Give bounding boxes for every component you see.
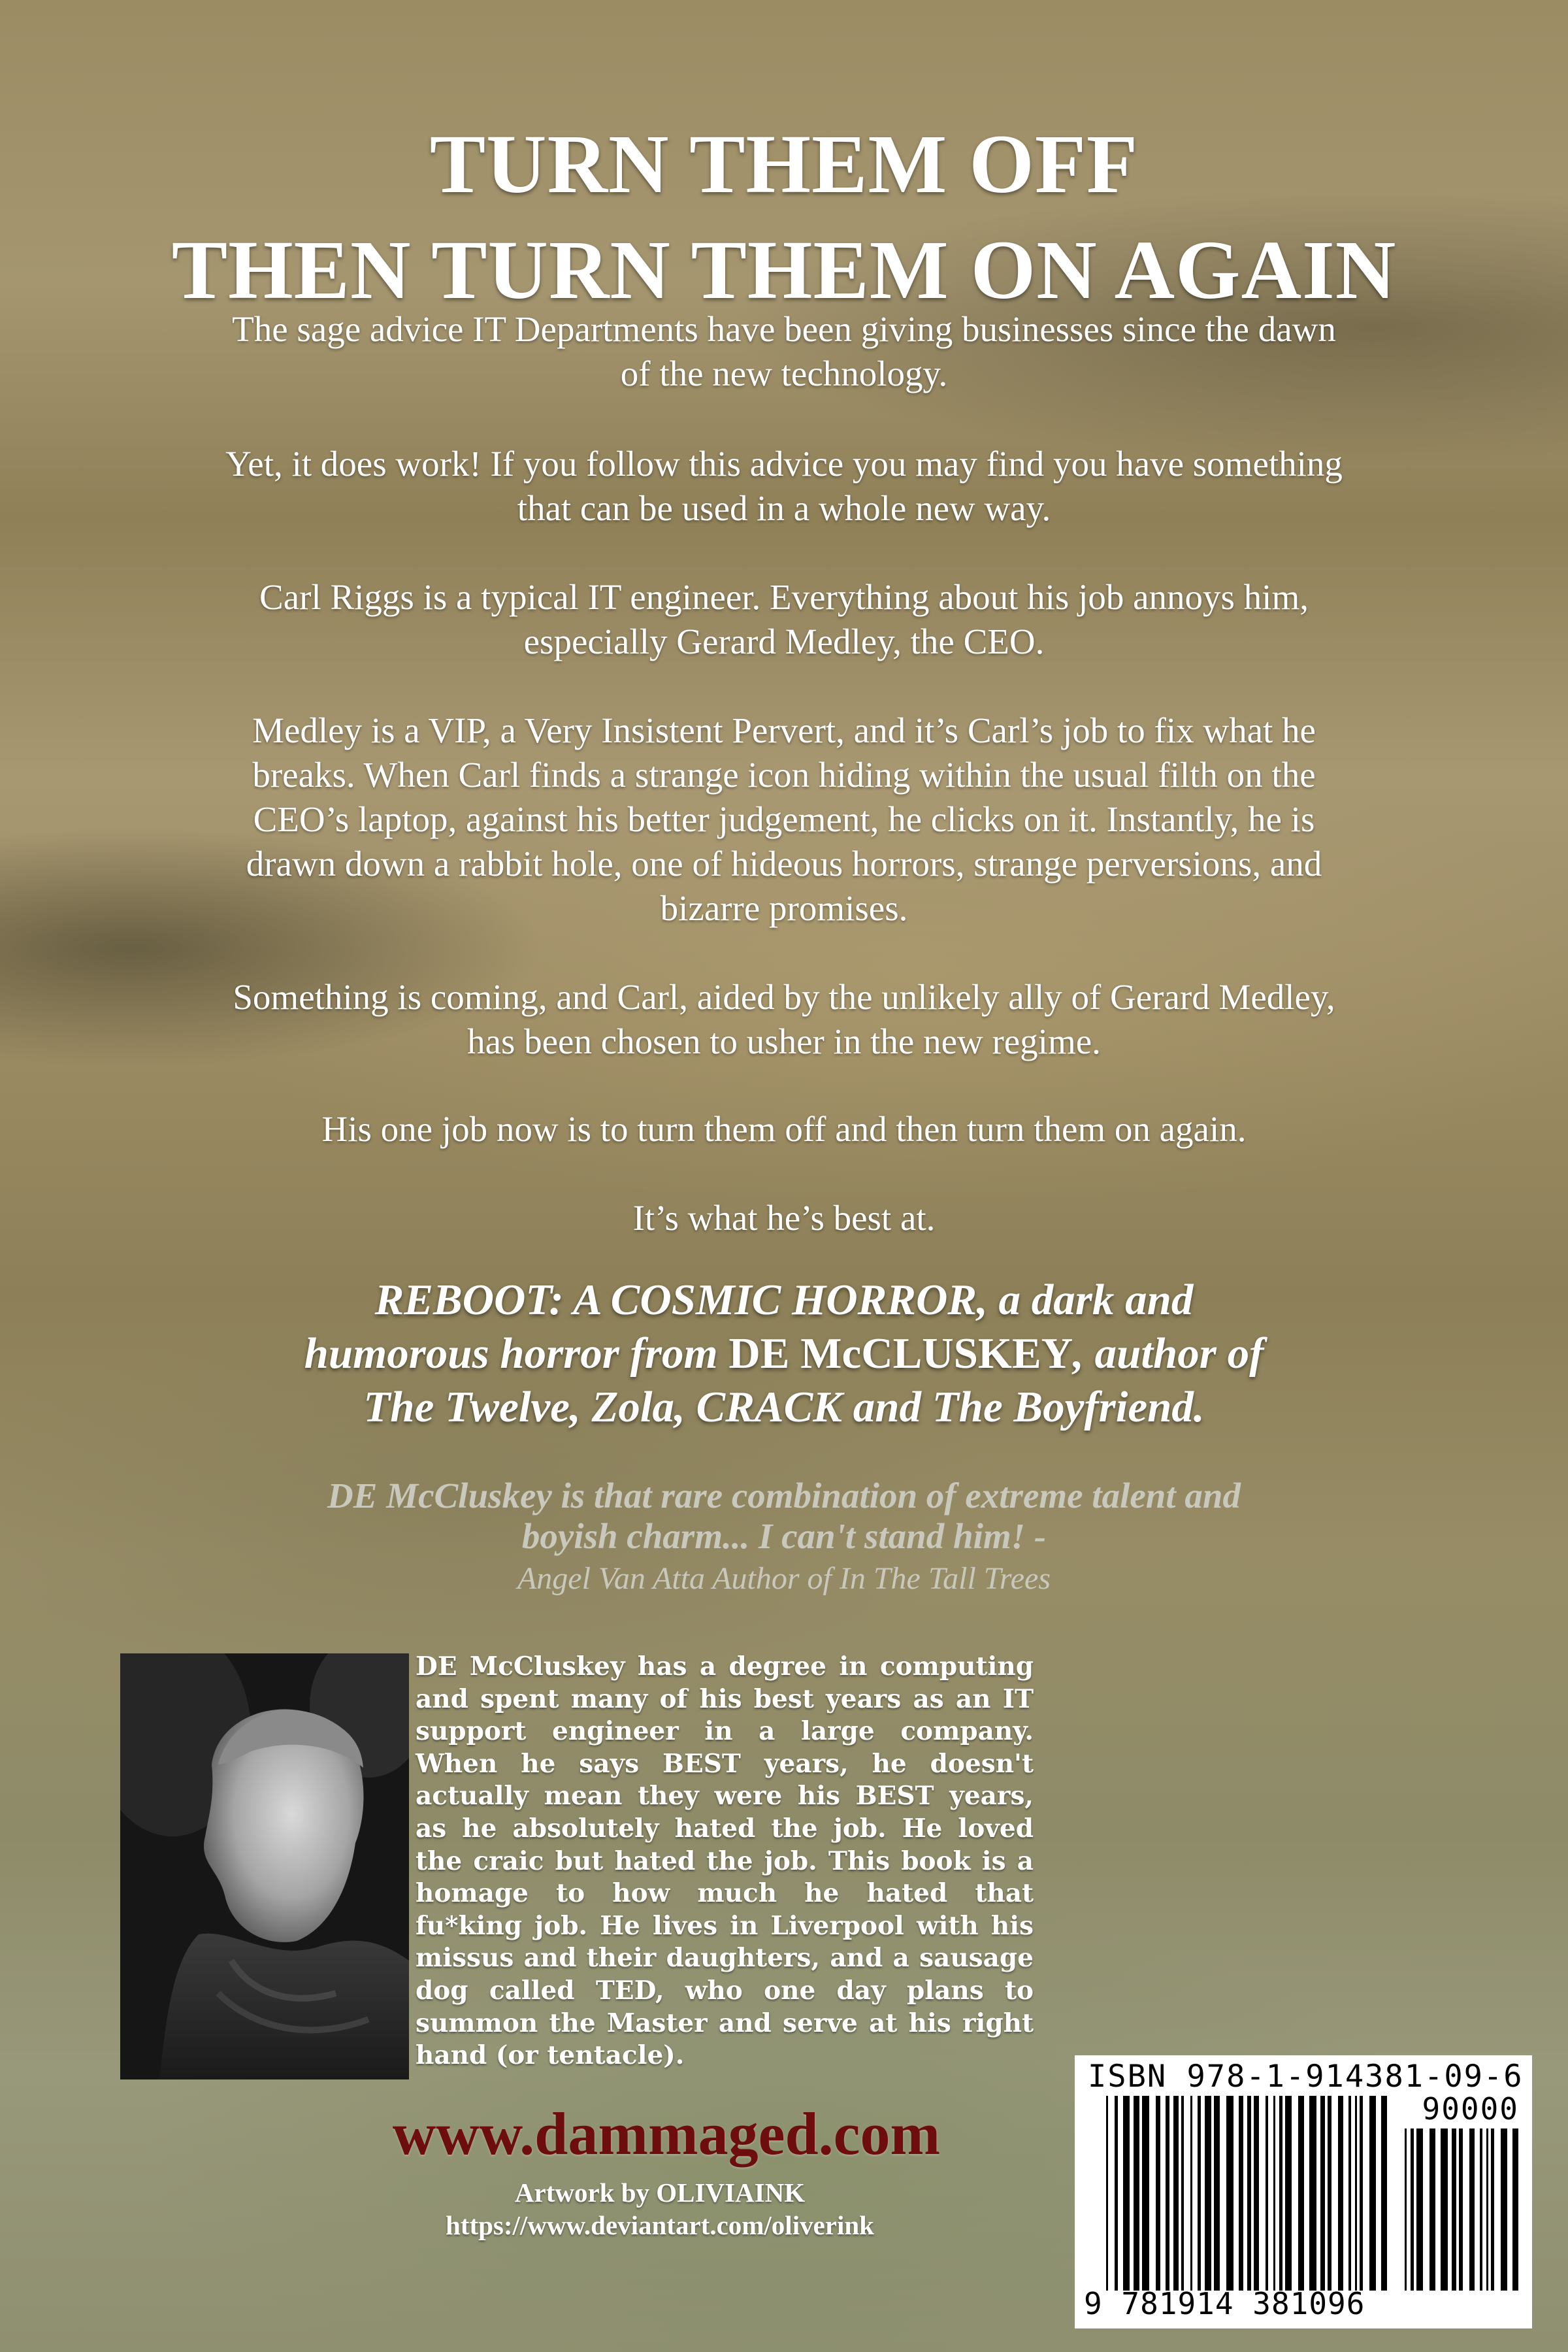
promo-line-2c: , author of (1073, 1329, 1264, 1378)
barcode-bar (1156, 2096, 1160, 2291)
barcode-bar (1106, 2096, 1108, 2291)
barcode-bar (1226, 2096, 1233, 2291)
barcode-bar (1320, 2096, 1325, 2291)
barcode-bar (1328, 2096, 1331, 2291)
barcode-bar (1298, 2096, 1304, 2291)
blurb-line: that can be used in a whole new way. (517, 488, 1051, 528)
barcode-bar (1369, 2096, 1376, 2291)
blurb-paragraph-6: His one job now is to turn them off and then turn them on again. (321, 1109, 1247, 1149)
promo-line-3: The Twelve, Zola, CRACK and The Boyfriend. (363, 1383, 1205, 1431)
title-line-2: THEN TURN THEM ON AGAIN (171, 224, 1397, 316)
barcode-digits: 9 781914 381096 (1084, 2286, 1365, 2321)
barcode-bar (1285, 2096, 1292, 2291)
barcode-bar (1469, 2128, 1475, 2291)
promo-text (0, 1273, 1568, 1434)
barcode-bar (1247, 2096, 1251, 2291)
title-line-1: TURN THEM OFF (429, 118, 1139, 210)
quote-line-2: boyish charm... I can't stand him! - (521, 1516, 1047, 1556)
blurb-line: drawn down a rabbit hole, one of hideous horrors, strange perversions, and (246, 844, 1322, 884)
barcode-bar (1360, 2096, 1363, 2291)
barcode-bar (1273, 2096, 1275, 2291)
blurb-paragraph-7: It’s what he’s best at. (632, 1198, 936, 1238)
barcode-bar (1355, 2096, 1357, 2291)
barcode-bar (1459, 2128, 1463, 2291)
blurb-paragraph-5 (0, 975, 1568, 1064)
barcode-bar (1239, 2096, 1243, 2291)
review-quote (0, 1476, 1568, 1557)
blurb-paragraph-2 (0, 442, 1568, 531)
barcode-bar (1348, 2096, 1351, 2291)
blurb-line: CEO’s laptop, against his better judgement, he clicks on it. Instantly, he is (253, 799, 1315, 839)
barcode-bar (1254, 2096, 1259, 2291)
barcode-bar (1429, 2128, 1435, 2291)
blurb-line: Medley is a VIP, a Very Insistent Pervert, and it’s Carl’s job to fix what he (252, 710, 1316, 750)
blurb-line: bizarre promises. (660, 888, 908, 928)
artwork-credit-line: Artwork by OLIVIAINK (514, 2178, 806, 2208)
barcode-bar (1205, 2096, 1211, 2291)
quote-line-1: DE McCluskey is that rare combination of extreme talent and (327, 1476, 1241, 1516)
blurb-paragraph-1 (0, 307, 1568, 396)
barcode-bar (1405, 2128, 1407, 2291)
author-name: DE McCLUSKEY (728, 1329, 1073, 1378)
author-photo (120, 1653, 409, 2079)
barcode-bar (1198, 2096, 1201, 2291)
quote-attribution: Angel Van Atta Author of In The Tall Trees (517, 1561, 1051, 1596)
artwork-url-link[interactable]: https://www.deviantart.com/oliverink (446, 2210, 874, 2240)
barcode-bar (1452, 2128, 1456, 2291)
isbn-barcode (1075, 2055, 1532, 2328)
price-code: 90000 (1422, 2091, 1519, 2127)
isbn-number: ISBN 978-1-914381-09-6 (1088, 2059, 1524, 2095)
promo-line-2a: humorous horror from (304, 1329, 729, 1378)
barcode-bar (1214, 2096, 1220, 2291)
barcode-bar (1309, 2096, 1316, 2291)
barcode-bar (1134, 2096, 1139, 2291)
barcode-bar (1266, 2096, 1268, 2291)
barcode-bar (1181, 2096, 1184, 2291)
promo-line-1: REBOOT: A COSMIC HORROR, a dark and (374, 1276, 1194, 1324)
website-link[interactable]: www.dammaged.com (392, 2100, 941, 2167)
blurb-line: has been chosen to usher in the new regime. (467, 1021, 1101, 1061)
blurb-line: The sage advice IT Departments have been giving businesses since the dawn (232, 309, 1336, 349)
blurb-line: Carl Riggs is a typical IT engineer. Everything about his job annoys him, (259, 577, 1309, 617)
barcode-bar (1142, 2096, 1149, 2291)
barcode-bar (1501, 2128, 1507, 2291)
barcode-bar (1441, 2128, 1448, 2291)
promo-line-2 (0, 1327, 1568, 1380)
barcode-bar (1190, 2096, 1192, 2291)
barcode-bar (1115, 2096, 1118, 2291)
barcode-bar (1173, 2096, 1179, 2291)
barcode-bar (1123, 2096, 1130, 2291)
barcode-bar (1166, 2096, 1169, 2291)
barcode-bar (1416, 2128, 1423, 2291)
blurb-line: especially Gerard Medley, the CEO. (523, 621, 1045, 661)
barcode-bar (1279, 2096, 1282, 2291)
blurb-paragraph-3 (0, 575, 1568, 664)
barcode-bar (1480, 2128, 1482, 2291)
author-bio: DE McCluskey has a degree in computing and spent many of his best years as an IT support engineer in a large company. When he says BEST years, he doesn't actually mean they were his BEST years, as he absolutely hated the job. He loved the craic but hated the job. This book is a homage to how much he hated that fu*king job. He lives in Liverpool with his missus and their daughters, and a sausage dog called TED, who one day plans to summon the Master and serve at his right hand (or tentacle). (416, 1651, 1034, 2071)
blurb-line: Yet, it does work! If you follow this advice you may find you have something (225, 444, 1343, 484)
blurb-line: breaks. When Carl finds a strange icon hiding within the usual filth on the (252, 755, 1316, 795)
book-title (0, 111, 1568, 323)
blurb-paragraph-4 (0, 708, 1568, 931)
author-portrait-drawing (120, 1653, 409, 2079)
barcode-bar (1491, 2128, 1494, 2291)
barcode-bar (1512, 2128, 1518, 2291)
blurb-line: Something is coming, and Carl, aided by the unlikely ally of Gerard Medley, (233, 977, 1335, 1017)
barcode-bar (1338, 2096, 1343, 2291)
barcode-bar (1381, 2096, 1387, 2291)
blurb-line: of the new technology. (620, 354, 948, 393)
barcode-bar (1411, 2128, 1414, 2291)
barcode-bar (1486, 2128, 1488, 2291)
